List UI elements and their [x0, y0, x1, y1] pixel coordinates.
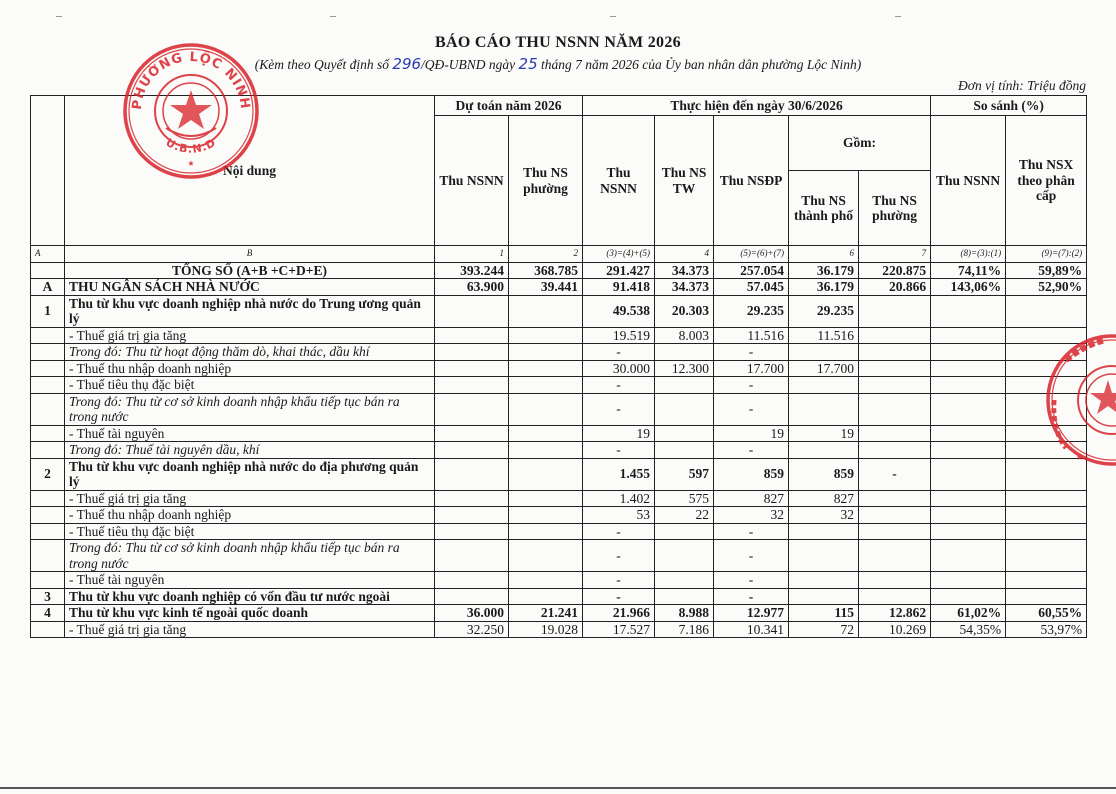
value-cell — [859, 360, 931, 377]
value-cell: 597 — [655, 458, 714, 490]
colnum-cell: B — [65, 246, 435, 263]
value-cell: 29.235 — [789, 295, 859, 327]
table-row — [31, 523, 1087, 540]
table-body — [31, 262, 1087, 638]
value-cell — [789, 393, 859, 425]
decision-number: 296 — [392, 55, 422, 73]
value-cell: 21.966 — [583, 605, 655, 622]
row-number-cell — [31, 572, 65, 589]
value-cell: 10.341 — [714, 621, 789, 638]
value-cell: - — [583, 377, 655, 394]
value-cell — [789, 442, 859, 459]
value-cell — [931, 377, 1006, 394]
page-bottom-edge — [0, 787, 1116, 789]
value-cell — [509, 540, 583, 572]
row-content-cell: - Thuế giá trị gia tăng — [65, 621, 435, 638]
row-content-cell: TỔNG SỐ (A+B +C+D+E) — [65, 262, 435, 279]
value-cell — [509, 327, 583, 344]
value-cell: - — [583, 523, 655, 540]
value-cell: - — [714, 588, 789, 605]
value-cell — [435, 490, 509, 507]
table-row — [31, 572, 1087, 589]
value-cell — [931, 425, 1006, 442]
value-cell — [435, 523, 509, 540]
row-number-cell — [31, 344, 65, 361]
value-cell: 57.045 — [714, 279, 789, 296]
value-cell — [931, 588, 1006, 605]
subtitle-prefix: (Kèm theo Quyết định số — [254, 57, 393, 72]
row-content-cell: Trong đó: Thu từ cơ sở kinh doanh nhập khẩu tiếp tục bán ra trong nước — [65, 540, 435, 572]
value-cell: 17.527 — [583, 621, 655, 638]
row-number-cell — [31, 507, 65, 524]
value-cell — [859, 295, 931, 327]
value-cell: 36.000 — [435, 605, 509, 622]
row-number-cell — [31, 393, 65, 425]
header-content: Nội dung — [65, 96, 435, 246]
value-cell: 8.988 — [655, 605, 714, 622]
value-cell: 393.244 — [435, 262, 509, 279]
value-cell — [931, 572, 1006, 589]
value-cell: 34.373 — [655, 262, 714, 279]
colnum-cell: 7 — [859, 246, 931, 263]
row-content-cell: - Thuế tài nguyên — [65, 572, 435, 589]
value-cell — [1006, 490, 1087, 507]
value-cell — [859, 442, 931, 459]
value-cell: 143,06% — [931, 279, 1006, 296]
table-row — [31, 621, 1087, 638]
table-row — [31, 490, 1087, 507]
colnum-cell: (9)=(7):(2) — [1006, 246, 1087, 263]
value-cell: - — [714, 540, 789, 572]
value-cell — [789, 377, 859, 394]
value-cell — [789, 523, 859, 540]
value-cell — [931, 540, 1006, 572]
value-cell: 49.538 — [583, 295, 655, 327]
value-cell: 53 — [583, 507, 655, 524]
header-est-thu-nsnn: Thu NSNN — [435, 116, 509, 246]
subtitle-middle: /QĐ-UBND ngày — [421, 57, 519, 72]
value-cell: 53,97% — [1006, 621, 1087, 638]
value-cell — [435, 327, 509, 344]
value-cell — [509, 425, 583, 442]
value-cell — [509, 588, 583, 605]
colnum-cell: (8)=(3):(1) — [931, 246, 1006, 263]
table-header — [31, 96, 1087, 263]
row-content-cell: Trong đó: Thuế tài nguyên dầu, khí — [65, 442, 435, 459]
header-cmp-thu-nsnn: Thu NSNN — [931, 116, 1006, 246]
row-number-cell: 3 — [31, 588, 65, 605]
seal-text-top: PHƯỜNG LỘC NINH — [129, 49, 253, 111]
value-cell: 32 — [789, 507, 859, 524]
value-cell — [509, 442, 583, 459]
value-cell — [1006, 327, 1087, 344]
header-stt — [31, 96, 65, 246]
value-cell: 19 — [714, 425, 789, 442]
value-cell — [655, 523, 714, 540]
value-cell — [931, 327, 1006, 344]
table-row — [31, 588, 1087, 605]
row-content-cell: Thu từ khu vực kinh tế ngoài quốc doanh — [65, 605, 435, 622]
row-content-cell: THU NGÂN SÁCH NHÀ NƯỚC — [65, 279, 435, 296]
value-cell — [859, 344, 931, 361]
row-content-cell: - Thuế giá trị gia tăng — [65, 490, 435, 507]
svg-text:★: ★ — [1076, 453, 1084, 462]
value-cell — [931, 458, 1006, 490]
value-cell: 19.028 — [509, 621, 583, 638]
value-cell — [509, 490, 583, 507]
unit-label: Đơn vị tính: Triệu đồng — [958, 78, 1086, 93]
value-cell: 575 — [655, 490, 714, 507]
value-cell — [1006, 540, 1087, 572]
value-cell: - — [583, 588, 655, 605]
value-cell — [859, 393, 931, 425]
value-cell: 32 — [714, 507, 789, 524]
value-cell: 859 — [714, 458, 789, 490]
value-cell — [435, 540, 509, 572]
value-cell — [509, 572, 583, 589]
header-inc-ns-phuong: Thu NS phường — [859, 171, 931, 246]
value-cell: 17.700 — [714, 360, 789, 377]
value-cell: 34.373 — [655, 279, 714, 296]
value-cell — [931, 507, 1006, 524]
header-cmp-thu-nsx: Thu NSX theo phân cấp — [1006, 116, 1087, 246]
row-content-cell: Thu từ khu vực doanh nghiệp nhà nước do Trung ương quản lý — [65, 295, 435, 327]
value-cell — [655, 393, 714, 425]
value-cell: 220.875 — [859, 262, 931, 279]
value-cell — [435, 442, 509, 459]
value-cell — [509, 377, 583, 394]
table-row-total — [31, 262, 1087, 279]
value-cell — [859, 588, 931, 605]
value-cell — [509, 360, 583, 377]
value-cell: - — [714, 572, 789, 589]
value-cell: 36.179 — [789, 279, 859, 296]
row-number-cell — [31, 540, 65, 572]
header-group-compare: So sánh (%) — [931, 96, 1087, 116]
table-row — [31, 344, 1087, 361]
row-content-cell: - Thuế giá trị gia tăng — [65, 327, 435, 344]
value-cell — [931, 344, 1006, 361]
table-row — [31, 360, 1087, 377]
row-content-cell: Trong đó: Thu từ cơ sở kinh doanh nhập khẩu tiếp tục bán ra trong nước — [65, 393, 435, 425]
header-group-include: Gồm: — [789, 116, 931, 171]
value-cell — [509, 523, 583, 540]
row-number-cell — [31, 262, 65, 279]
value-cell — [859, 572, 931, 589]
colnum-cell: A — [31, 246, 65, 263]
value-cell — [859, 425, 931, 442]
value-cell: 827 — [714, 490, 789, 507]
value-cell — [435, 588, 509, 605]
header-act-thu-nsnn: Thu NSNN — [583, 116, 655, 246]
value-cell: 12.300 — [655, 360, 714, 377]
svg-text:★: ★ — [187, 159, 195, 168]
row-number-cell: A — [31, 279, 65, 296]
subtitle-suffix: tháng 7 năm 2026 của Ủy ban nhân dân phường Lộc Ninh) — [537, 57, 862, 72]
revenue-table — [30, 95, 1087, 638]
value-cell: 12.977 — [714, 605, 789, 622]
row-number-cell — [31, 327, 65, 344]
value-cell: 19 — [789, 425, 859, 442]
value-cell — [655, 572, 714, 589]
table-row — [31, 279, 1087, 296]
colnum-cell: (5)=(6)+(7) — [714, 246, 789, 263]
header-group-estimate: Dự toán năm 2026 — [435, 96, 583, 116]
row-number-cell — [31, 360, 65, 377]
colnum-cell: 4 — [655, 246, 714, 263]
value-cell: 29.235 — [714, 295, 789, 327]
value-cell — [1006, 295, 1087, 327]
value-cell — [1006, 442, 1087, 459]
row-number-cell — [31, 442, 65, 459]
table-row — [31, 605, 1087, 622]
colnum-cell: 1 — [435, 246, 509, 263]
value-cell — [435, 393, 509, 425]
table-row — [31, 442, 1087, 459]
column-number-row — [31, 246, 1087, 263]
value-cell — [655, 588, 714, 605]
row-number-cell — [31, 621, 65, 638]
report-subtitle — [0, 55, 1116, 73]
value-cell: - — [714, 393, 789, 425]
value-cell — [859, 523, 931, 540]
value-cell — [1006, 377, 1087, 394]
value-cell — [509, 458, 583, 490]
value-cell: 12.862 — [859, 605, 931, 622]
value-cell: 72 — [789, 621, 859, 638]
value-cell: 20.303 — [655, 295, 714, 327]
value-cell: 115 — [789, 605, 859, 622]
value-cell: 827 — [789, 490, 859, 507]
value-cell: - — [583, 572, 655, 589]
value-cell: 19 — [583, 425, 655, 442]
value-cell — [509, 393, 583, 425]
row-content-cell: Thu từ khu vực doanh nghiệp có vốn đầu tư nước ngoài — [65, 588, 435, 605]
row-number-cell — [31, 523, 65, 540]
value-cell: 859 — [789, 458, 859, 490]
scan-mark — [610, 16, 616, 17]
value-cell: 59,89% — [1006, 262, 1087, 279]
value-cell: 1.402 — [583, 490, 655, 507]
row-content-cell: - Thuế tiêu thụ đặc biệt — [65, 377, 435, 394]
colnum-cell: 6 — [789, 246, 859, 263]
scan-mark — [56, 16, 62, 17]
header-est-thu-ns-phuong: Thu NS phường — [509, 116, 583, 246]
value-cell: 257.054 — [714, 262, 789, 279]
value-cell: 30.000 — [583, 360, 655, 377]
header-act-thu-ns-tw: Thu NS TW — [655, 116, 714, 246]
value-cell: 291.427 — [583, 262, 655, 279]
value-cell: 54,35% — [931, 621, 1006, 638]
value-cell — [789, 572, 859, 589]
value-cell: - — [859, 458, 931, 490]
value-cell — [931, 393, 1006, 425]
row-number-cell: 2 — [31, 458, 65, 490]
value-cell: 39.441 — [509, 279, 583, 296]
value-cell — [1006, 360, 1087, 377]
row-content-cell: - Thuế tài nguyên — [65, 425, 435, 442]
row-content-cell: Thu từ khu vực doanh nghiệp nhà nước do địa phương quản lý — [65, 458, 435, 490]
table-row — [31, 458, 1087, 490]
value-cell — [655, 540, 714, 572]
value-cell — [435, 507, 509, 524]
value-cell — [509, 507, 583, 524]
header-group-actual: Thực hiện đến ngày 30/6/2026 — [583, 96, 931, 116]
value-cell — [655, 425, 714, 442]
value-cell: 17.700 — [789, 360, 859, 377]
value-cell: 74,11% — [931, 262, 1006, 279]
value-cell — [655, 377, 714, 394]
value-cell — [1006, 393, 1087, 425]
value-cell: 91.418 — [583, 279, 655, 296]
value-cell — [859, 490, 931, 507]
value-cell — [509, 344, 583, 361]
value-cell — [655, 442, 714, 459]
value-cell: - — [714, 377, 789, 394]
table-row — [31, 377, 1087, 394]
value-cell: 20.866 — [859, 279, 931, 296]
value-cell — [789, 540, 859, 572]
row-number-cell — [31, 425, 65, 442]
value-cell — [1006, 425, 1087, 442]
table-row — [31, 327, 1087, 344]
value-cell — [435, 360, 509, 377]
value-cell — [435, 425, 509, 442]
row-content-cell: - Thuế thu nhập doanh nghiệp — [65, 507, 435, 524]
value-cell — [1006, 507, 1087, 524]
value-cell: 368.785 — [509, 262, 583, 279]
value-cell — [789, 588, 859, 605]
value-cell: - — [714, 442, 789, 459]
value-cell: 36.179 — [789, 262, 859, 279]
value-cell: 32.250 — [435, 621, 509, 638]
scan-mark — [330, 16, 336, 17]
value-cell — [789, 344, 859, 361]
value-cell: - — [714, 344, 789, 361]
value-cell — [1006, 523, 1087, 540]
row-number-cell — [31, 490, 65, 507]
value-cell — [435, 458, 509, 490]
colnum-cell: (3)=(4)+(5) — [583, 246, 655, 263]
value-cell: 61,02% — [931, 605, 1006, 622]
value-cell — [859, 377, 931, 394]
value-cell — [931, 295, 1006, 327]
value-cell — [435, 344, 509, 361]
value-cell — [1006, 458, 1087, 490]
table-row — [31, 540, 1087, 572]
value-cell: - — [714, 523, 789, 540]
scan-mark — [895, 16, 901, 17]
value-cell: 52,90% — [1006, 279, 1087, 296]
value-cell: 22 — [655, 507, 714, 524]
value-cell: - — [583, 442, 655, 459]
value-cell — [931, 442, 1006, 459]
row-content-cell: - Thuế thu nhập doanh nghiệp — [65, 360, 435, 377]
table-row — [31, 393, 1087, 425]
value-cell — [655, 344, 714, 361]
value-cell — [859, 540, 931, 572]
value-cell: 60,55% — [1006, 605, 1087, 622]
value-cell — [931, 523, 1006, 540]
value-cell — [931, 490, 1006, 507]
value-cell: 8.003 — [655, 327, 714, 344]
row-number-cell: 4 — [31, 605, 65, 622]
value-cell: 63.900 — [435, 279, 509, 296]
row-number-cell: 1 — [31, 295, 65, 327]
row-content-cell: - Thuế tiêu thụ đặc biệt — [65, 523, 435, 540]
value-cell: 11.516 — [789, 327, 859, 344]
table-row — [31, 425, 1087, 442]
value-cell: - — [583, 344, 655, 361]
header-act-thu-nsdp: Thu NSĐP — [714, 116, 789, 246]
value-cell — [435, 377, 509, 394]
value-cell — [435, 572, 509, 589]
decision-day: 25 — [518, 55, 538, 73]
table-row — [31, 295, 1087, 327]
value-cell — [1006, 344, 1087, 361]
value-cell — [859, 327, 931, 344]
value-cell — [435, 295, 509, 327]
value-cell: 21.241 — [509, 605, 583, 622]
value-cell — [859, 507, 931, 524]
table-row — [31, 507, 1087, 524]
value-cell: 11.516 — [714, 327, 789, 344]
value-cell: 1.455 — [583, 458, 655, 490]
report-title: BÁO CÁO THU NSNN NĂM 2026 — [435, 34, 681, 51]
value-cell — [931, 360, 1006, 377]
value-cell — [509, 295, 583, 327]
header-inc-ns-thanh-pho: Thu NS thành phố — [789, 171, 859, 246]
value-cell: - — [583, 540, 655, 572]
value-cell — [1006, 588, 1087, 605]
colnum-cell: 2 — [509, 246, 583, 263]
value-cell: 19.519 — [583, 327, 655, 344]
seal-text-bottom: U.B.N.D — [163, 135, 219, 156]
value-cell: 7.186 — [655, 621, 714, 638]
row-number-cell — [31, 377, 65, 394]
row-content-cell: Trong đó: Thu từ hoạt động thăm dò, khai thác, dầu khí — [65, 344, 435, 361]
value-cell: 10.269 — [859, 621, 931, 638]
value-cell — [1006, 572, 1087, 589]
value-cell: - — [583, 393, 655, 425]
